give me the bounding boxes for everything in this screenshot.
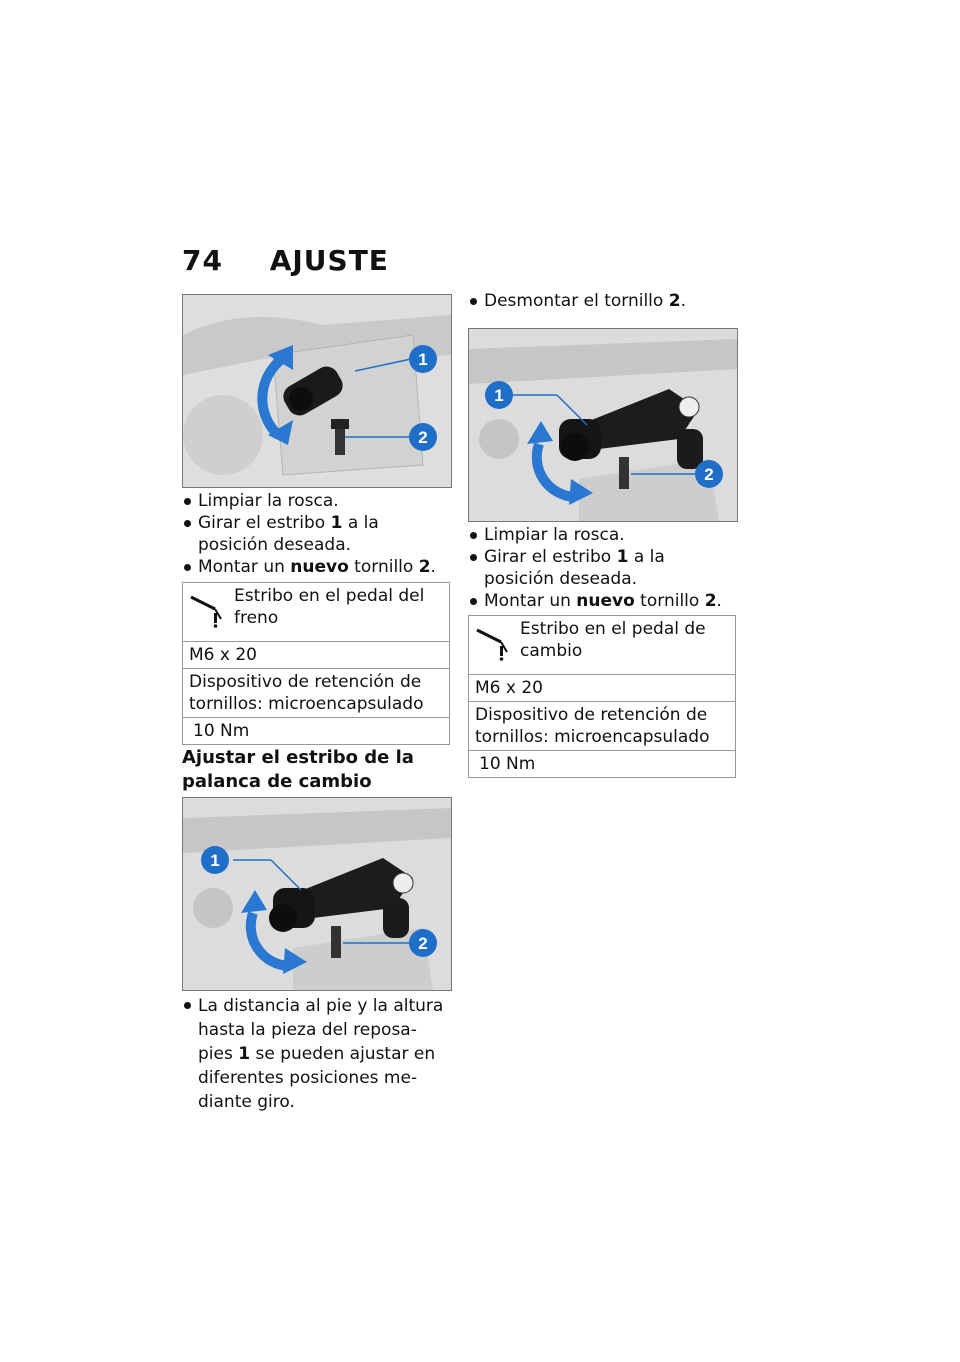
page-number: 74 [182,244,223,277]
torque-spec-brake [182,582,450,745]
spec-size: M6 x 20 [469,674,735,701]
list-item: Limpiar la rosca. [468,524,738,546]
list-item: Girar el estribo 1 a la posición deseada. [182,512,450,556]
spec-torque: 10 Nm [469,750,735,777]
right-instruction-0 [468,290,738,312]
callout-2: 2 [418,428,428,447]
photo-shift-lever-screw [468,328,738,522]
spec-head: Estribo en el pedal de cambio [469,616,735,674]
list-item: Limpiar la rosca. [182,490,450,512]
spec-locking: Dispositivo de retención de tornillos: microencapsulado [469,701,735,750]
spec-head: Estribo en el pedal del freno [183,583,449,641]
torque-wrench-icon [475,622,511,662]
photo-brake-pedal-footrest [182,294,452,488]
list-item: Montar un nuevo tornillo 2. [468,590,738,612]
section-title: AJUSTE [269,244,389,277]
list-item: Desmontar el tornillo 2. [468,290,738,312]
torque-spec-shift [468,615,736,778]
photo-shift-lever-footrest [182,797,452,991]
right-instructions-1 [468,524,738,612]
callout-2: 2 [418,934,428,953]
left-instructions-2 [182,994,444,1114]
list-item: La distancia al pie y la altura hasta la pieza del reposa-pies 1 se pueden ajustar en diferentes posiciones me-diante giro. [182,994,444,1114]
spec-locking: Dispositivo de retención de tornillos: microencapsulado [183,668,449,717]
callout-1: 1 [418,350,428,369]
left-instructions-1 [182,490,450,578]
callout-1: 1 [210,851,220,870]
list-item: Montar un nuevo tornillo 2. [182,556,450,578]
spec-size: M6 x 20 [183,641,449,668]
callout-1: 1 [494,386,504,405]
torque-wrench-icon [189,589,225,629]
page-header [182,244,389,277]
spec-torque: 10 Nm [183,717,449,744]
callout-2: 2 [704,465,714,484]
subheading: Ajustar el estribo de la palanca de cambio [182,747,414,792]
list-item: Girar el estribo 1 a la posición deseada. [468,546,738,590]
